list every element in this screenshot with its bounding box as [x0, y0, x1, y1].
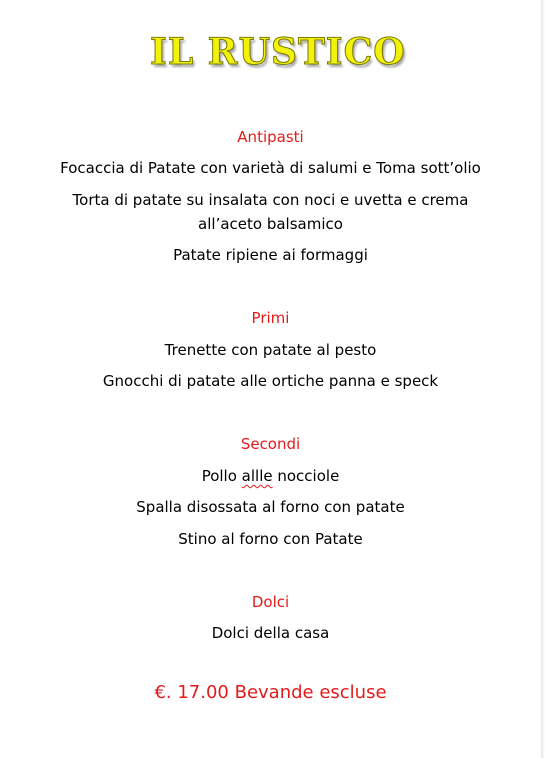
section-heading-dolci: Dolci — [251, 593, 290, 611]
menu-item: Spalla disossata al forno con patate — [136, 498, 405, 516]
menu-item — [0, 464, 541, 488]
price-line: €. 17.00 Bevande escluse — [154, 682, 387, 703]
menu-item: Focaccia di Patate con varietà di salumi e Toma sott’olio — [60, 159, 481, 177]
menu-title: IL RUSTICO — [150, 31, 406, 73]
menu-item: Dolci della casa — [211, 624, 330, 642]
menu-item: Gnocchi di patate alle ortiche panna e speck — [102, 372, 439, 390]
page-edge-shadow — [541, 0, 545, 758]
section-heading-primi: Primi — [251, 309, 290, 327]
menu-item: Patate ripiene ai formaggi — [173, 246, 368, 264]
menu-item: all’aceto balsamico — [198, 215, 343, 233]
menu-item: Trenette con patate al pesto — [164, 341, 377, 359]
menu-item-text: Pollo — [201, 467, 242, 485]
section-heading-secondi: Secondi — [240, 435, 301, 453]
menu-item: Torta di patate su insalata con noci e uvetta e crema — [72, 191, 469, 209]
menu-item: Stino al forno con Patate — [178, 530, 363, 548]
misspelled-word: allle — [241, 467, 273, 485]
menu-item-text: nocciole — [272, 467, 340, 485]
section-heading-antipasti: Antipasti — [237, 128, 304, 146]
